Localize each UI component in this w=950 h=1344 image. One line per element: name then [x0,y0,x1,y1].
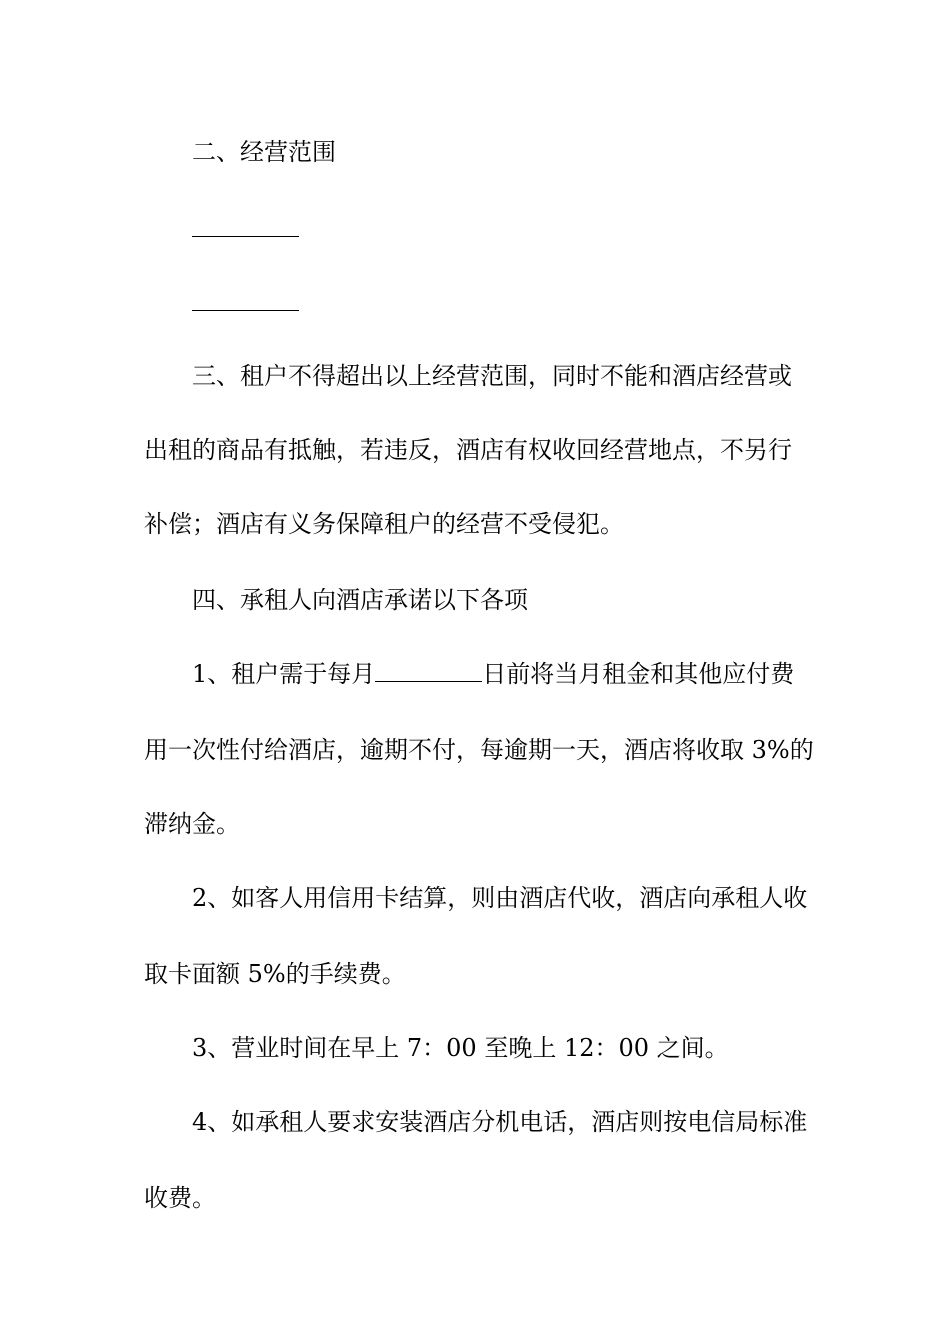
item-1-text-after: 日前将当月租金和其他应付费 [482,660,795,688]
item-3-line-1: 3、营业时间在早上 7：00 至晚上 12：00 之间。 [192,1034,729,1062]
clause-3-line-3: 补偿；酒店有义务保障租户的经营不受侵犯。 [144,510,624,538]
clause-3-line-2: 出租的商品有抵触，若违反，酒店有权收回经营地点，不另行 [144,436,792,464]
item-1-line-1 [192,658,872,690]
blank-line-2 [192,310,299,311]
item-2-line-2: 取卡面额 5%的手续费。 [144,960,406,988]
clause-3-line-1: 三、租户不得超出以上经营范围，同时不能和酒店经营或 [192,362,792,390]
item-1-text-before: 1、租户需于每月 [192,660,376,688]
item-1-line-3: 滞纳金。 [144,810,240,838]
day-blank [375,661,482,682]
item-2-line-1: 2、如客人用信用卡结算，则由酒店代收，酒店向承租人收 [192,884,808,912]
item-4-line-1: 4、如承租人要求安装酒店分机电话，酒店则按电信局标准 [192,1108,808,1136]
item-1-line-2: 用一次性付给酒店，逾期不付，每逾期一天，酒店将收取 3%的 [144,736,814,764]
section-heading-tenant-commitments: 四、承租人向酒店承诺以下各项 [192,586,528,614]
blank-line-1 [192,236,299,237]
section-heading-business-scope: 二、经营范围 [192,138,336,166]
item-4-line-2: 收费。 [144,1184,216,1212]
